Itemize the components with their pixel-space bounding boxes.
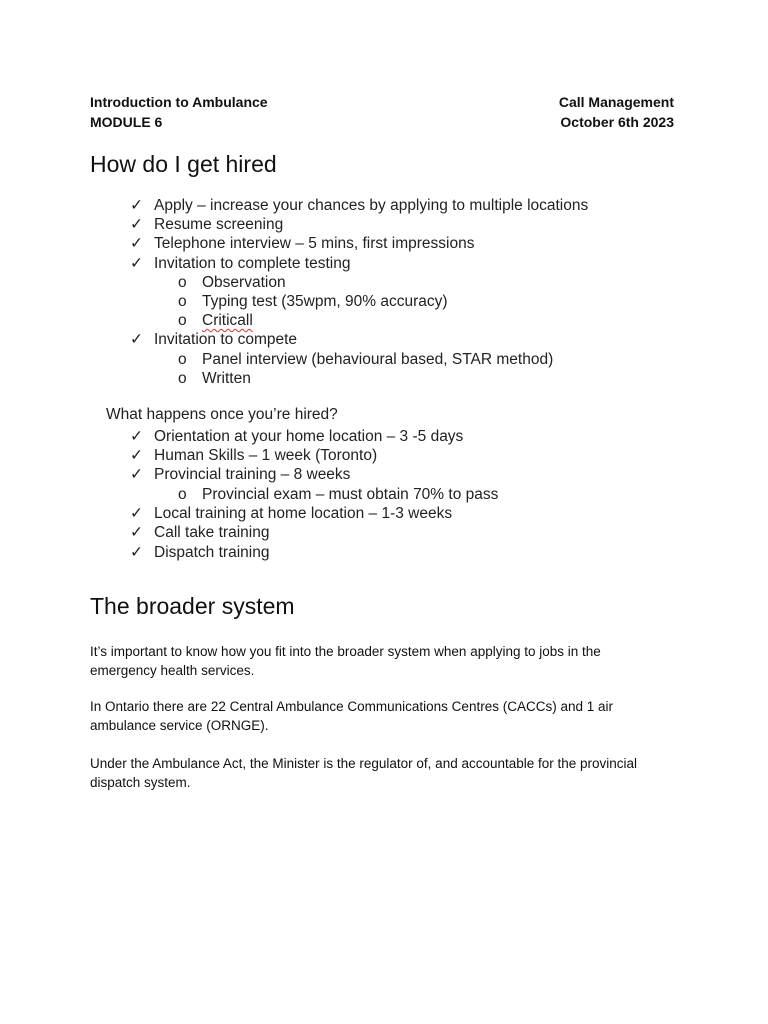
paragraph: In Ontario there are 22 Central Ambulance Communications Centres (CACCs) and 1 air ambulance service (ORNGE). xyxy=(90,699,613,733)
document-page: Introduction to Ambulance MODULE 6 Call Management October 6th 2023 How do I get hired ✓ Apply – increase your chances by applying to multiple locations ✓ Resume screening ✓ Telephone interview – 5 mins, first impressions ✓ Invitation to complete testing o Observation o Typing test (35wpm, 90% accuracy) o Criticall ✓ Invitation to compete o Panel interview (behavioural based, STAR method) o Written What happens once you’re hired? ✓ Orientation at your home location – 3 -5 days ✓ Human Skills – 1 week (Toronto) ✓ Provincial training – 8 weeks o Provincial exam – must obtain 70% to pass ✓ Local training at home location – 1-3 weeks ✓ Call take training ✓ Dispatch training The broader system It’s important to know how you fit into the broader system when applying to jobs in the emergency health services. In Ontario there are 22 Central Ambulance Communications Centres (CACCs) and 1 air ambulance service (ORNGE). Under the Ambulance Act, the Minister is the regulator of, and accountable for the provincial dispatch system. xyxy=(90,94,674,790)
circle-bullet-icon: o xyxy=(178,351,187,368)
checkmark-icon: ✓ xyxy=(130,466,143,483)
checkmark-icon: ✓ xyxy=(130,544,143,561)
checkmark-icon: ✓ xyxy=(130,505,143,522)
section-heading-hired: How do I get hired xyxy=(90,151,277,177)
checkmark-icon: ✓ xyxy=(130,197,143,214)
circle-bullet-icon: o xyxy=(178,312,187,329)
course-subtitle: Call Management xyxy=(558,94,674,110)
module-label: MODULE 6 xyxy=(90,114,163,130)
header-right xyxy=(559,92,674,132)
circle-bullet-icon: o xyxy=(178,370,187,387)
document-date: October 6th 2023 xyxy=(560,114,674,130)
checkmark-icon: ✓ xyxy=(130,235,143,252)
paragraph: It’s important to know how you fit into the broader system when applying to jobs in the emergency health services. xyxy=(90,644,601,678)
paragraph: Under the Ambulance Act, the Minister is the regulator of, and accountable for the provincial dispatch system. xyxy=(90,756,638,790)
after-hire-heading: What happens once you’re hired? xyxy=(106,406,338,423)
checkmark-icon: ✓ xyxy=(130,524,143,541)
course-title: Introduction to Ambulance xyxy=(90,94,268,110)
circle-bullet-icon: o xyxy=(178,486,187,503)
misspelled-word: Criticall xyxy=(202,312,253,329)
checkmark-icon: ✓ xyxy=(130,255,143,272)
header-left xyxy=(90,92,268,132)
checkmark-icon: ✓ xyxy=(130,331,143,348)
circle-bullet-icon: o xyxy=(178,293,187,310)
checkmark-icon: ✓ xyxy=(130,447,143,464)
checkmark-icon: ✓ xyxy=(130,216,143,233)
circle-bullet-icon: o xyxy=(178,274,187,291)
section-heading-broader: The broader system xyxy=(90,593,295,619)
checkmark-icon: ✓ xyxy=(130,428,143,445)
